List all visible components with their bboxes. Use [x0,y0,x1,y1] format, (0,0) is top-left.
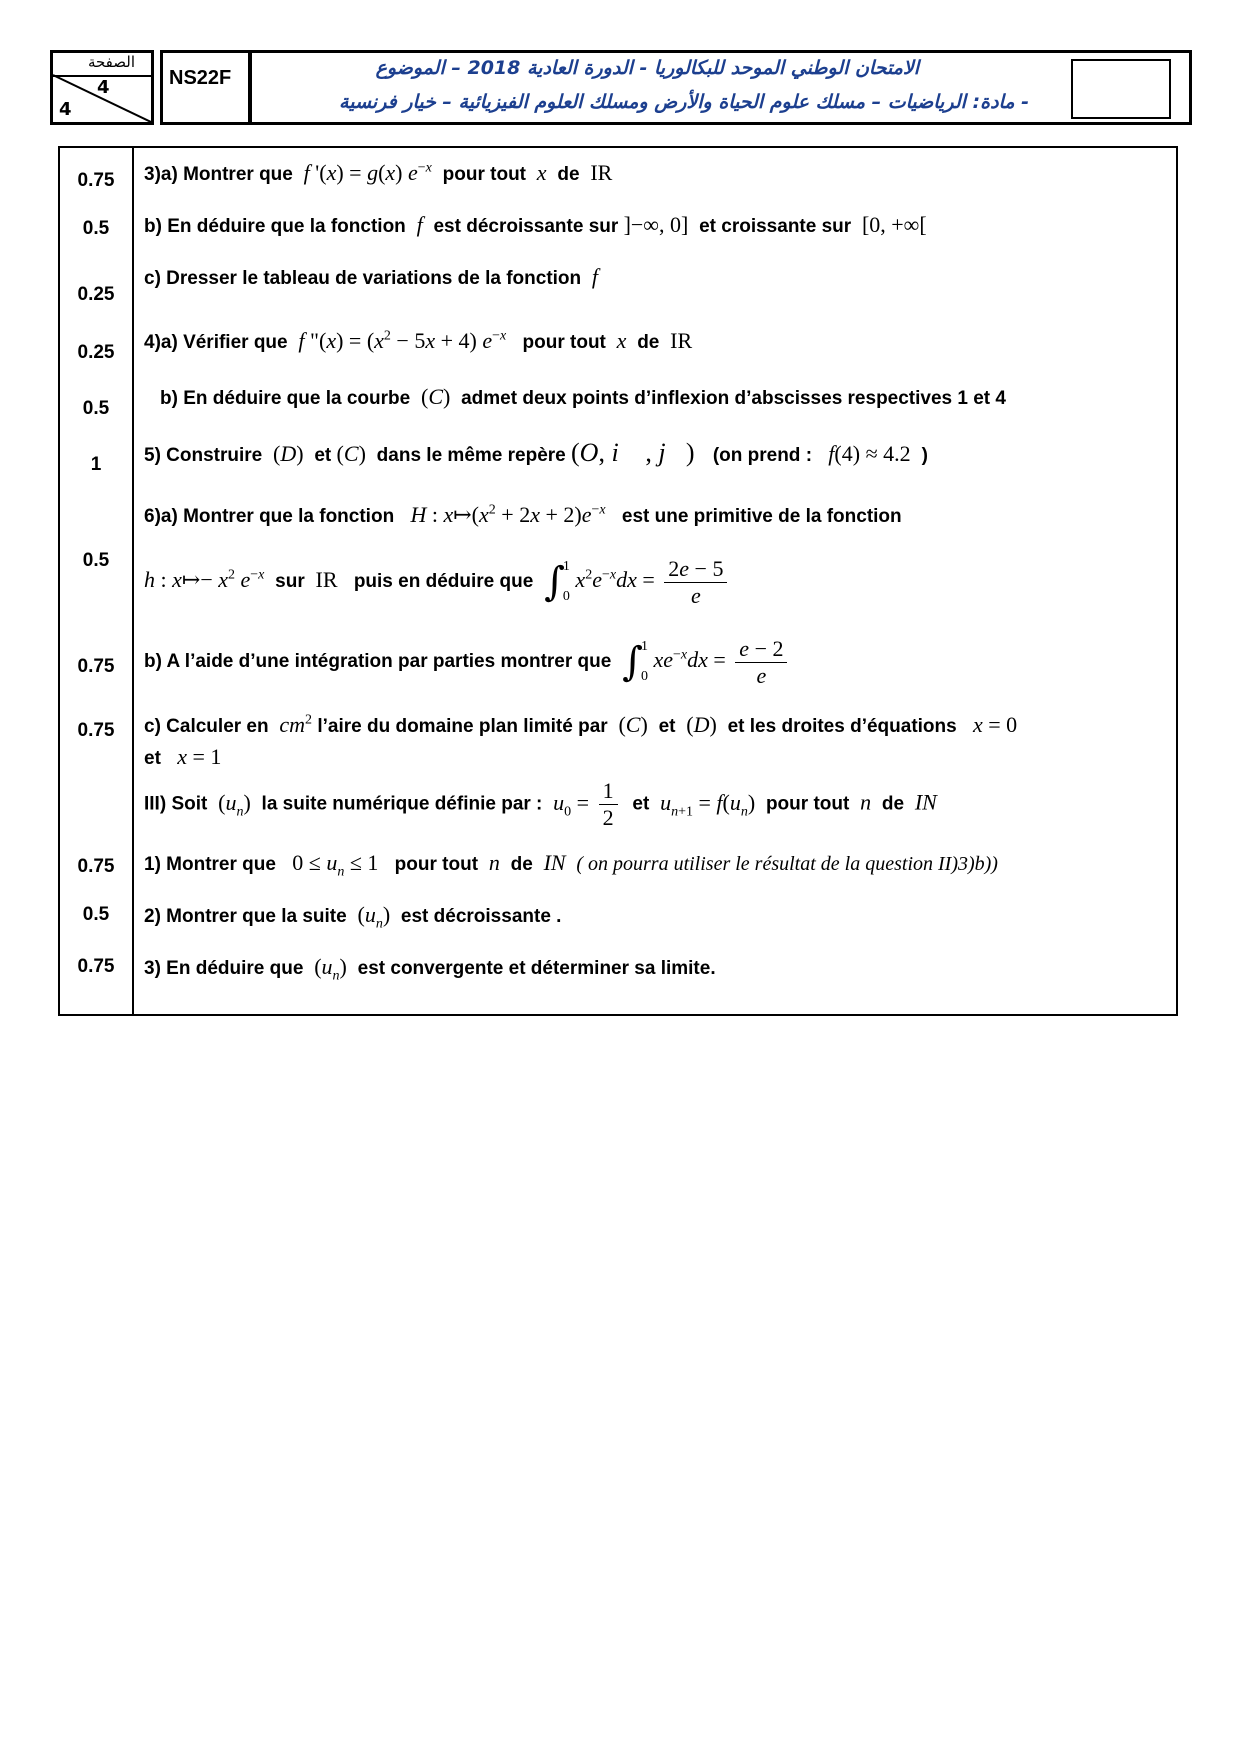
points-cell: 1 [90,454,102,475]
formula: H : $x↦(x^2 + 2x + 2)e^{-x}$ [410,502,606,527]
question-text: et [144,748,161,769]
formula: $cm^2$ [273,712,313,737]
question-text: admet deux points d’inflexion d’abscisses respectives 1 et 4 [461,388,1006,409]
formula: $(u_n)$ [351,902,396,932]
formula: (D) [680,712,723,737]
formula: f(4) ≈ 4.2 [828,441,922,466]
points-column-divider [132,148,134,1014]
question-text: est une primitive de la fonction [621,506,902,527]
question-text: est décroissante . [400,906,562,927]
question-text: de [510,854,533,875]
question-text: b) A l’aide d’une intégration par parties montrer que [144,651,612,673]
points-cell: 0.75 [77,170,115,191]
formula: IN [538,850,572,875]
formula: x [531,160,553,185]
formula: (C) [612,712,654,737]
points-cell: 0.75 [77,720,115,741]
formula: IN [909,789,937,815]
question-text: et [314,445,332,466]
question-text: dans le même repère [376,445,566,466]
question-3b [144,212,927,238]
page-label: الصفحة [87,53,135,71]
formula: f '(x) = g(x) $e^{-x}$ [303,160,432,185]
question-text: (on prend : [712,445,813,466]
question-text: 3)a) Montrer que [144,164,293,185]
question-text: est décroissante sur [433,216,619,237]
question-text: 4)a) Vérifier que [144,332,288,353]
question-III-2 [144,902,561,932]
points-cell: 0.5 [82,904,110,925]
question-5: 5) Construire (D) et (C) dans le même repère (O, i⃗ , j⃗) (on prend : f(4) ≈ 4.2 ) [144,438,928,467]
formula: h : x↦− $x^2$ $e^{-x}$ [144,567,265,593]
formula: (C) [415,384,456,409]
question-text: et les droites d’équations [727,716,957,737]
question-text: b) En déduire que la courbe [160,388,411,409]
page-number: 4 [97,77,110,98]
question-6c [144,712,1017,738]
question-III-3 [144,954,716,984]
question-text: et [658,716,676,737]
formula: $u_{n+1} = f(u_n)$ [660,789,761,819]
formula: x = 0 [972,712,1018,737]
question-hint: ( on pourra utiliser le résultat de la question II)3)b)) [576,853,998,875]
question-text: pour tout [394,854,479,875]
formula: IR [310,567,349,593]
question-text: puis en déduire que [353,571,534,593]
question-text: 6)a) Montrer que la fonction [144,506,395,527]
points-cell: 0.5 [82,550,110,571]
question-III-1 [144,850,998,880]
question-text: de [881,793,905,815]
question-text: b) En déduire que la fonction [144,216,406,237]
points-cell: 0.5 [82,398,110,419]
formula: f "$(x) = (x^2 - 5x + 4)$ $e^{-x}$ [298,328,507,353]
question-3c [144,264,598,290]
question-text: la suite numérique définie par : [261,793,543,815]
formula: (D) [267,441,310,466]
question-text: est convergente et déterminer sa limite. [357,958,716,979]
question-6c-line2 [144,744,221,770]
question-4b [160,384,1006,410]
formula: ∫1 0 $xe^{-x}dx$ = $\frac{e - 2}{e}$ [617,647,792,672]
question-text: III) Soit [144,793,208,815]
question-text: 1) Montrer que [144,854,276,875]
grade-box [1071,59,1171,119]
question-text: pour tout [765,793,850,815]
formula: $(u_n)$ [212,789,257,819]
points-cell: 0.75 [77,956,115,977]
formula: (C) [336,441,372,466]
formula: f [411,212,429,237]
points-cell: 0.75 [77,656,115,677]
question-text: 2) Montrer que la suite [144,906,347,927]
formula: IR [664,328,693,353]
question-text: pour tout [522,332,606,353]
question-text: c) Dresser le tableau de variations de la fonction [144,268,582,289]
exam-title-line2: - مادة: الرياضيات – مسلك علوم الحياة والأرض ومسلك العلوم الفيزيائية – خيار فرنسية [339,91,1029,113]
formula: f [586,264,599,289]
formula: x = 1 [177,744,222,769]
question-III [144,778,937,831]
formula: $(u_n)$ [308,954,353,984]
exam-table [58,146,1178,1016]
question-text: l’aire du domaine plan limité par [317,716,608,737]
formula: n [854,789,877,815]
question-text: 5) Construire [144,445,263,466]
question-6b [144,632,791,692]
formula: $u_0$ = $\frac{1}{2}$ [548,790,627,815]
question-3a [144,160,612,186]
formula: (O, i⃗ , j⃗) [571,438,708,467]
question-6a [144,502,902,528]
question-text: de [637,332,660,353]
question-text: pour tout [442,164,527,185]
formula: x [611,328,632,353]
question-text: sur [275,571,305,593]
question-text: et croissante sur [699,216,852,237]
exam-title-line1: الامتحان الوطني الموحد للبكالوريا - الدورة العادية 2018 – الموضوع [375,57,919,79]
question-6a-cont [144,552,731,612]
question-4a [144,328,692,354]
points-cell: 0.5 [82,218,110,239]
question-text: de [557,164,580,185]
points-cell: 0.25 [77,284,115,305]
exam-code: NS22F [160,50,252,125]
page-number-box [50,50,154,125]
points-cell: 0.25 [77,342,115,363]
exam-title-box [248,50,1192,125]
question-text: c) Calculer en [144,716,269,737]
formula: $0 \le u_n \le 1$ [281,850,390,880]
formula: n [483,850,506,875]
question-text: et [632,793,650,815]
formula: [0, +∞[ [856,212,927,237]
page-total: 4 [59,99,72,120]
formula: IR [584,160,613,185]
points-cell: 0.75 [77,856,115,877]
formula: ]−∞, 0] [623,212,694,237]
formula: ∫1 0 $x^2e^{-x}dx$ = $\frac{2e - 5}{e}$ [539,567,732,592]
question-text: 3) En déduire que [144,958,304,979]
